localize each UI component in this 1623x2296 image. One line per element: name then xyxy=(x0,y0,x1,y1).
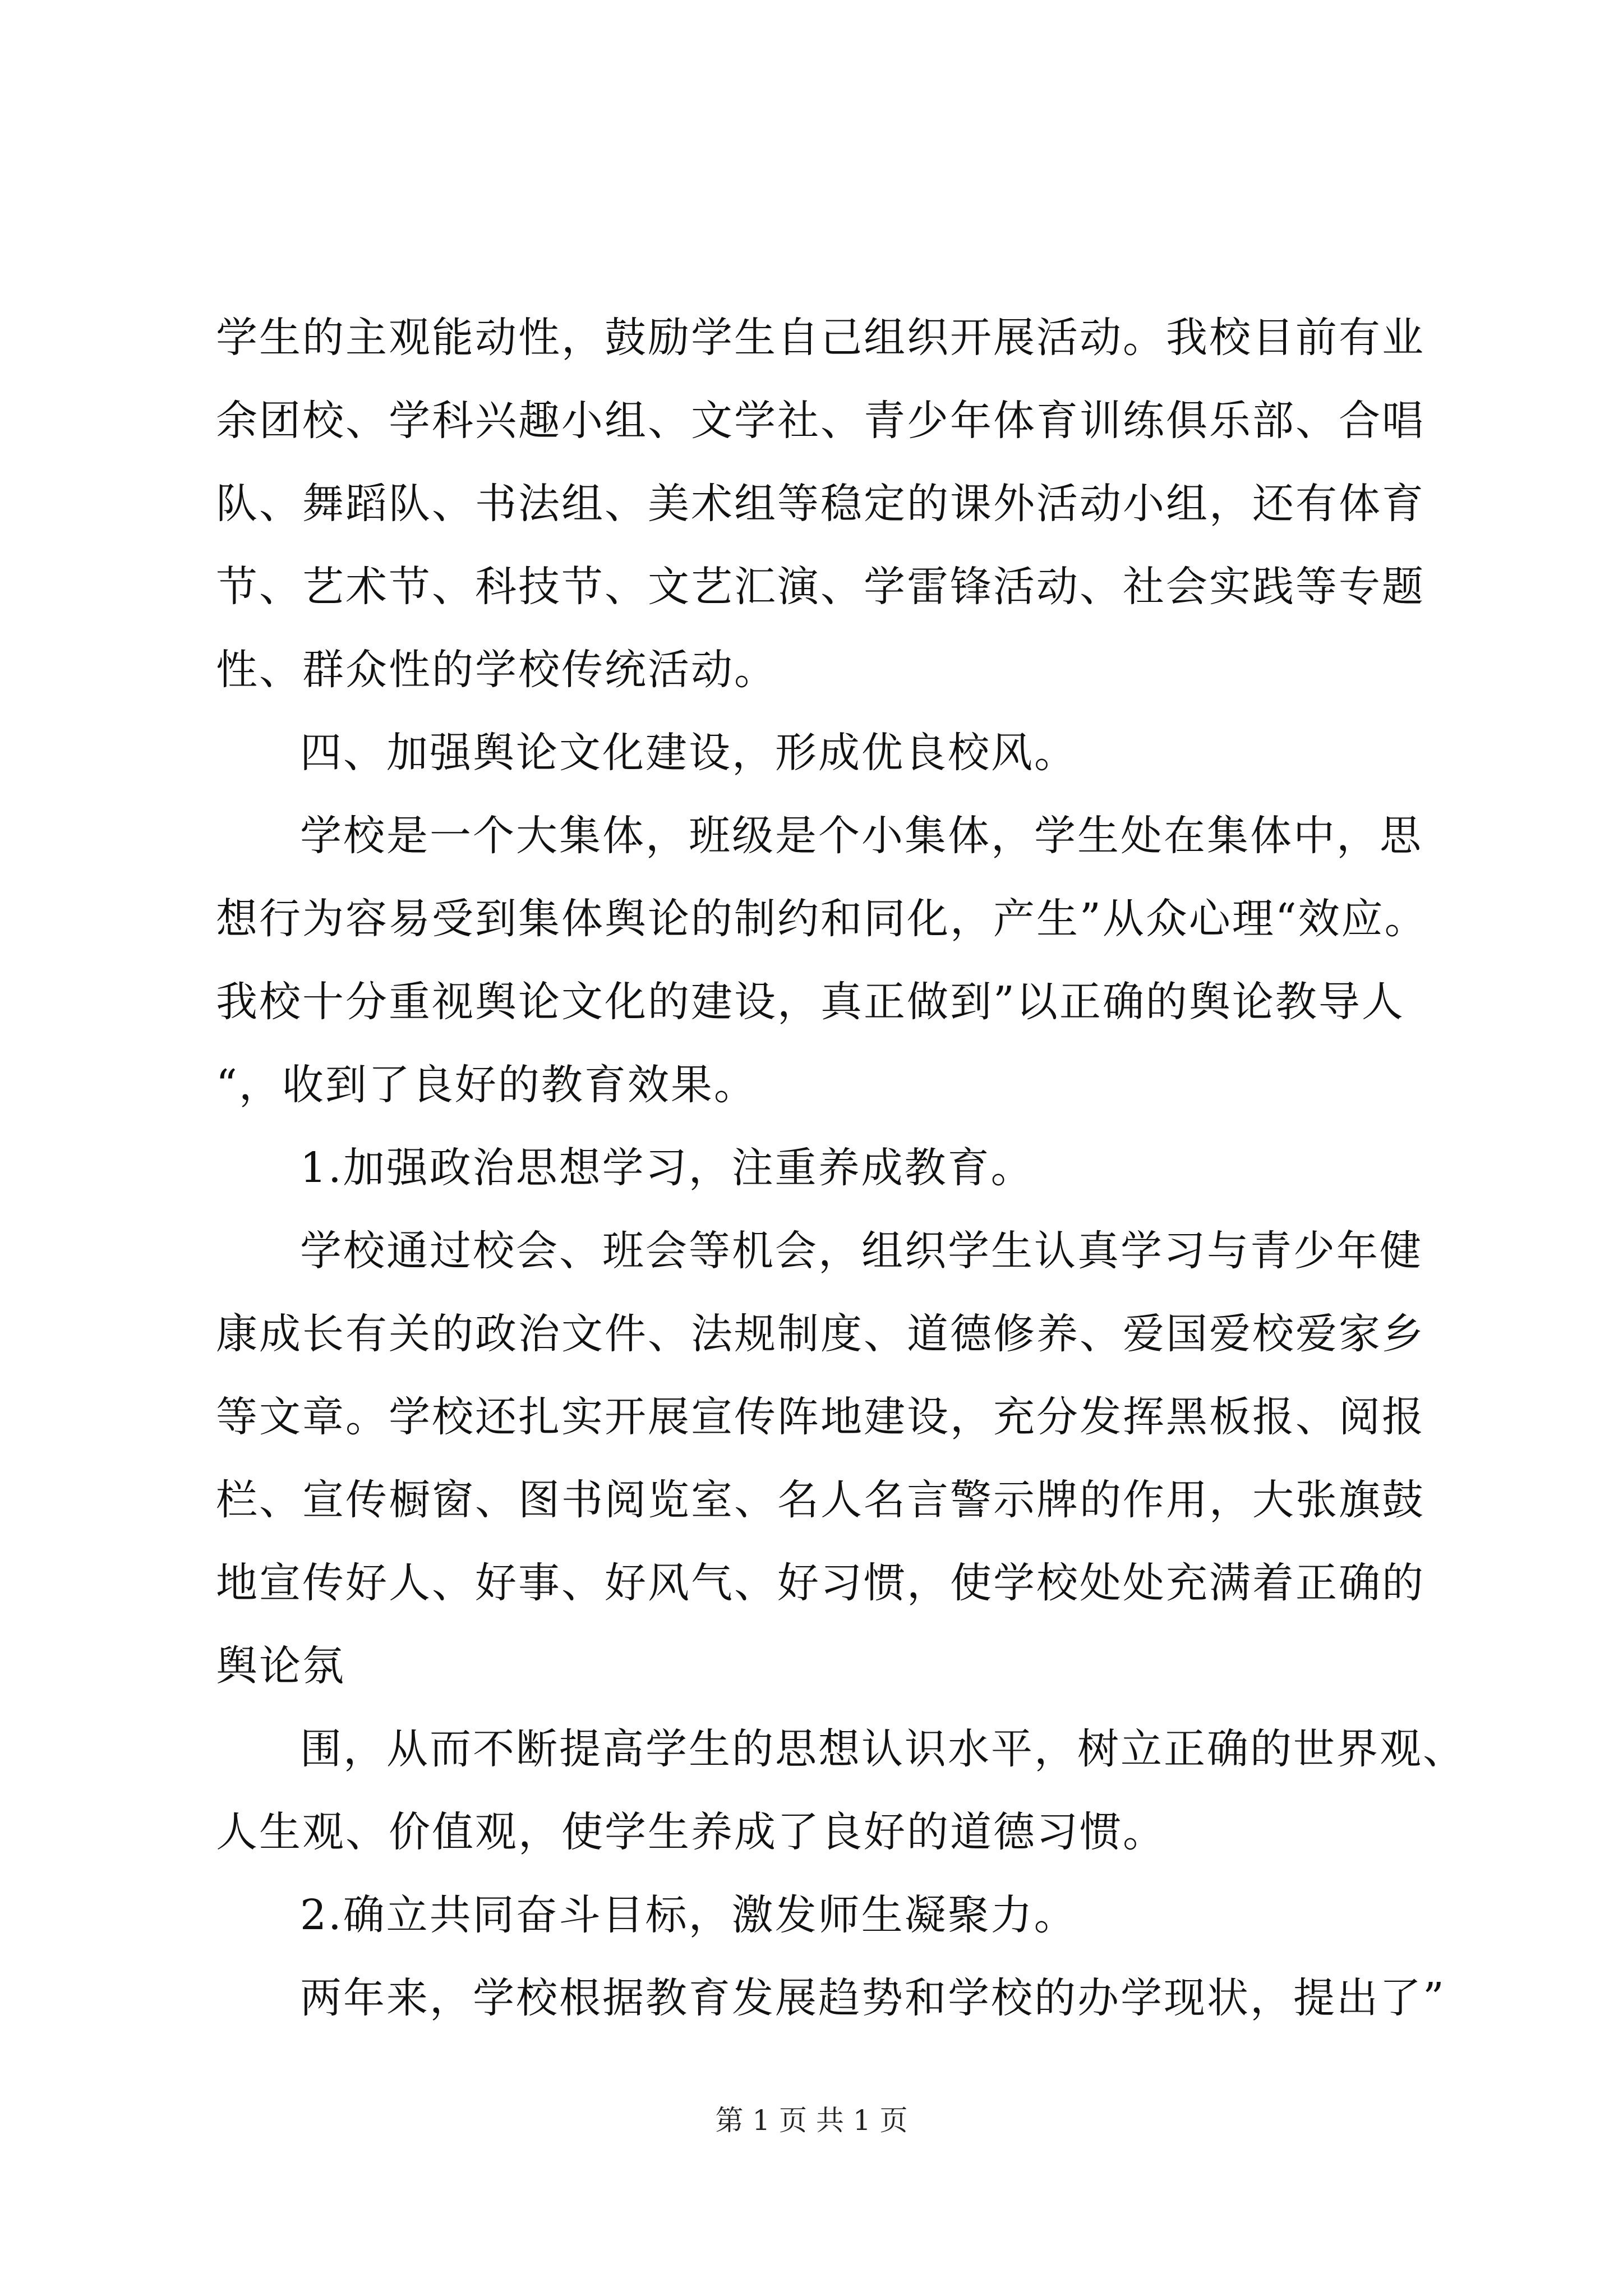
text-line: 余团校、学科兴趣小组、文学社、青少年体育训练俱乐部、合唱 xyxy=(216,397,1425,445)
text-line: 节、艺术节、科技节、文艺汇演、学雷锋活动、社会实践等专题 xyxy=(216,563,1425,611)
text-line: 想行为容易受到集体舆论的制约和同化，产生”从众心理“效应。 xyxy=(216,895,1428,943)
text-line: 地宣传好人、好事、好风气、好习惯，使学校处处充满着正确的 xyxy=(216,1559,1425,1607)
page-footer: 第 1 页 共 1 页 xyxy=(715,2104,908,2137)
text-line: 学生的主观能动性，鼓励学生自己组织开展活动。我校目前有业 xyxy=(216,314,1425,362)
text-line: 人生观、价值观，使学生养成了良好的道德习惯。 xyxy=(216,1808,1166,1856)
text-line: “，收到了良好的教育效果。 xyxy=(216,1061,757,1109)
text-line: 栏、宣传橱窗、图书阅览室、名人名言警示牌的作用，大张旗鼓 xyxy=(216,1476,1425,1524)
text-line: 两年来，学校根据教育发展趋势和学校的办学现状，提出了” xyxy=(300,1974,1446,2022)
text-line: 我校十分重视舆论文化的建设，真正做到”以正确的舆论教导人 xyxy=(216,978,1405,1026)
body-text xyxy=(216,296,1466,2040)
section-heading: 四、加强舆论文化建设，形成优良校风。 xyxy=(300,729,1077,777)
text-line: 等文章。学校还扎实开展宣传阵地建设，充分发挥黑板报、阅报 xyxy=(216,1393,1425,1441)
text-line: 性、群众性的学校传统活动。 xyxy=(216,646,777,694)
subsection-heading: 1.加强政治思想学习，注重养成教育。 xyxy=(300,1144,1034,1192)
text-line: 康成长有关的政治文件、法规制度、道德修养、爱国爱校爱家乡 xyxy=(216,1310,1425,1358)
text-line: 围，从而不断提高学生的思想认识水平，树立正确的世界观、 xyxy=(300,1725,1466,1773)
text-line: 学校是一个大集体，班级是个小集体，学生处在集体中，思 xyxy=(300,812,1423,860)
text-line: 队、舞蹈队、书法组、美术组等稳定的课外活动小组，还有体育 xyxy=(216,480,1425,528)
subsection-heading: 2.确立共同奋斗目标，激发师生凝聚力。 xyxy=(300,1891,1077,1939)
text-line: 舆论氛 xyxy=(216,1642,345,1690)
text-line: 学校通过校会、班会等机会，组织学生认真学习与青少年健 xyxy=(300,1227,1423,1275)
